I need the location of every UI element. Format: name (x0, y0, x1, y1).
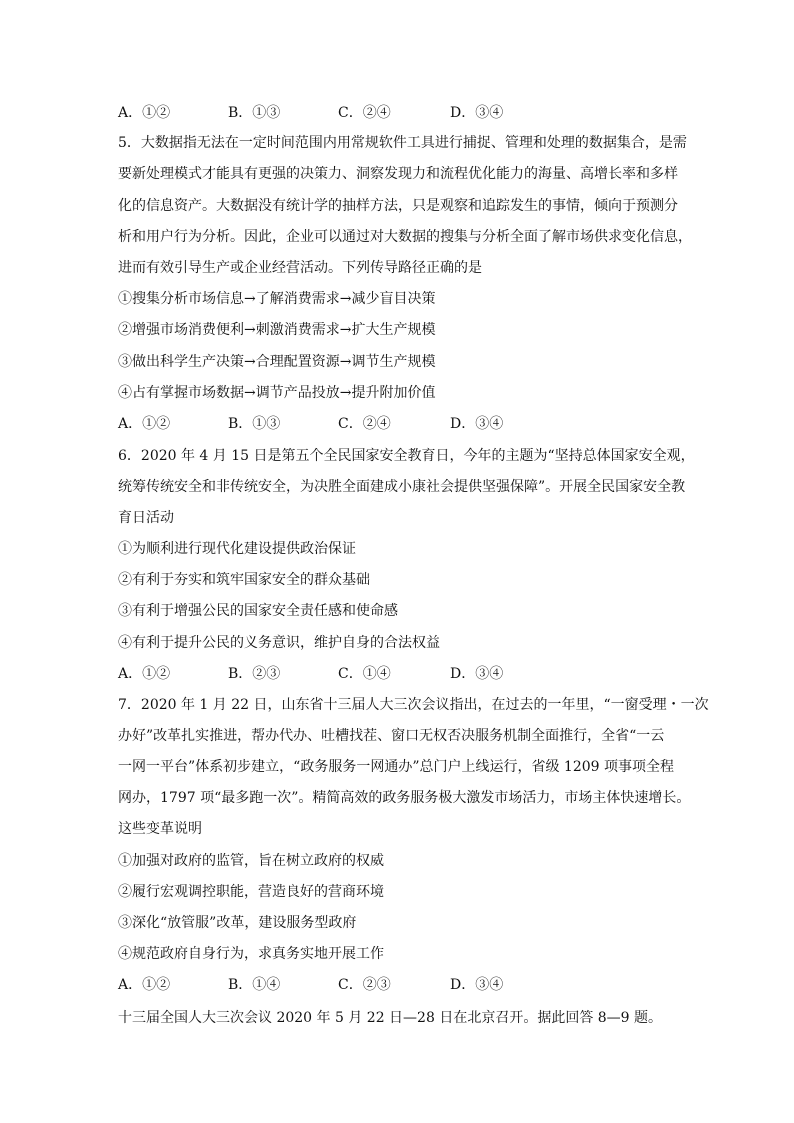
q4-option-d: D．③④ (450, 105, 504, 121)
q5-item-2: ②增强市场消费便利→刺激消费需求→扩大生产规模 (118, 322, 436, 338)
q7-stem-line: 7．2020 年 1 月 22 日，山东省十三届人大三次会议指出，在过去的一年里，“一窗受理・一次 (118, 697, 709, 713)
q6-item-1: ①为顺利进行现代化建设提供政治保证 (118, 541, 356, 557)
q6-options (118, 666, 688, 682)
q6-item-3: ③有利于增强公民的国家安全责任感和使命感 (118, 603, 398, 619)
q7-stem-line: 一网一平台”体系初步建立，“政务服务一网通办”总门户上线运行，省级 1209 项事项全程 (118, 759, 674, 775)
q6-option-d: D．③④ (450, 666, 504, 682)
q5-stem-line: 析和用户行为分析。因此，企业可以通过对大数据的搜集与分析全面了解市场供求变化信息， (118, 229, 692, 245)
q4-option-a: A．①② (118, 105, 171, 121)
q5-option-c: C．②④ (338, 416, 391, 432)
q6-stem-line: 6．2020 年 4 月 15 日是第五个全民国家安全教育日，今年的主题为“坚持总体国家安全观， (118, 448, 695, 464)
q7-stem-line: 网办，1797 项“最多跑一次”。精简高效的政务服务极大激发市场活力，市场主体快速增长。 (118, 790, 691, 806)
q7-option-c: C．②③ (338, 977, 391, 993)
q6-item-2: ②有利于夯实和筑牢国家安全的群众基础 (118, 572, 370, 588)
q7-stem-line: 办好”改革扎实推进，帮办代办、吐槽找茬、窗口无权否决服务机制全面推行，全省“一云 (118, 728, 665, 744)
q6-item-4: ④有利于提升公民的义务意识，维护自身的合法权益 (118, 635, 440, 651)
q7-item-2: ②履行宏观调控职能，营造良好的营商环境 (118, 884, 384, 900)
q6-option-a: A．①② (118, 666, 171, 682)
q7-item-1: ①加强对政府的监管，旨在树立政府的权威 (118, 853, 384, 869)
q5-options (118, 416, 688, 432)
q7-option-d: D．③④ (450, 977, 504, 993)
q5-item-4: ④占有掌握市场数据→调节产品投放→提升附加价值 (118, 385, 436, 401)
q5-option-b: B．①③ (228, 416, 281, 432)
q7-options (118, 977, 688, 993)
q6-option-b: B．②③ (228, 666, 281, 682)
q5-stem-line: 化的信息资产。大数据没有统计学的抽样方法，只是观察和追踪发生的事情，倾向于预测分 (118, 198, 678, 214)
q5-item-1: ①搜集分析市场信息→了解消费需求→减少盲目决策 (118, 291, 436, 307)
q7-option-a: A．①② (118, 977, 171, 993)
q5-stem-line: 要新处理模式才能具有更强的决策力、洞察发现力和流程优化能力的海量、高增长率和多样 (118, 166, 678, 182)
q4-options (118, 105, 688, 121)
q5-option-a: A．①② (118, 416, 171, 432)
q7-item-4: ④规范政府自身行为，求真务实地开展工作 (118, 946, 384, 962)
q8-9-intro: 十三届全国人大三次会议 2020 年 5 月 22 日—28 日在北京召开。据此回答 8—9 题。 (118, 1010, 663, 1026)
q6-option-c: C．①④ (338, 666, 391, 682)
q7-item-3: ③深化“放管服”改革，建设服务型政府 (118, 915, 357, 931)
q7-option-b: B．①④ (228, 977, 281, 993)
q4-option-c: C．②④ (338, 105, 391, 121)
q6-stem-line: 统筹传统安全和非传统安全，为决胜全面建成小康社会提供坚强保障”。开展全民国家安全教 (118, 479, 686, 495)
q5-stem-line: 进而有效引导生产或企业经营活动。下列传导路径正确的是 (118, 260, 482, 276)
q6-stem-line: 育日活动 (118, 510, 174, 526)
q5-item-3: ③做出科学生产决策→合理配置资源→调节生产规模 (118, 354, 436, 370)
q7-stem-line: 这些变革说明 (118, 821, 202, 837)
q5-stem-line: 5．大数据指无法在一定时间范围内用常规软件工具进行捕捉、管理和处理的数据集合，是需 (118, 135, 687, 151)
q5-option-d: D．③④ (450, 416, 504, 432)
q4-option-b: B．①③ (228, 105, 281, 121)
